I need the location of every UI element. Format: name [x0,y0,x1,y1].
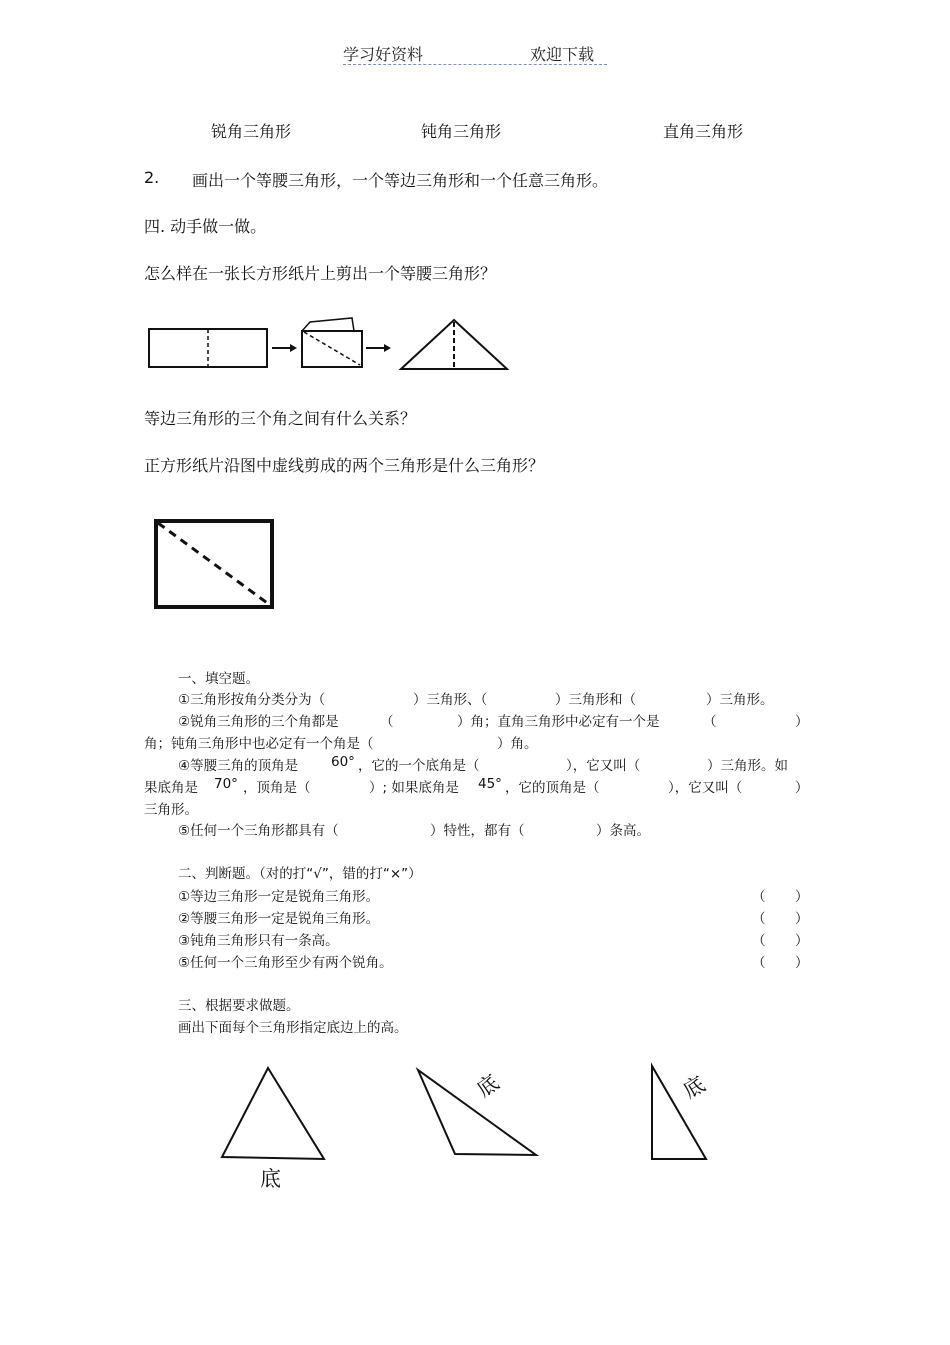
square-diagram [150,515,280,615]
fill-l4-c: ，它的一个底角是（ [358,758,480,774]
fill-l2-d: （ [703,714,717,730]
judge-answer-3-open: （ [752,933,766,949]
fill-l7-c: ）条高。 [596,823,650,839]
draw-instruction: 画出下面每个三角形指定底边上的高。 [178,1020,408,1036]
fill-l5-e: 45° [478,776,502,792]
fill-l2-c: ）角；直角三角形中必定有一个是 [457,714,660,730]
fill-l4-a: ④等腰三角的顶角是 [178,758,299,774]
fill-l3-a: 角；钝角三角形中也必定有一个角是（ [144,736,374,752]
fill-l5-f: ，它的顶角是（ [505,780,600,796]
judge-answer-1-open: （ [752,889,766,905]
judge-item-3: ③钝角三角形只有一条高。 [178,933,339,949]
fill-l3-b: ）角。 [497,736,538,752]
triangle-2-base-label: 底 [472,1070,504,1102]
header-left-text: 学习好资料 [343,45,424,64]
section4-title: 四. 动手做一做。 [144,217,267,236]
fill-l1-d: ）三角形。 [706,692,774,708]
arrow-1-head [290,344,297,352]
q-cut-isosceles: 怎么样在一张长方形纸片上剪出一个等腰三角形？ [144,264,497,283]
isosceles-result [401,320,507,369]
triangle-1 [222,1068,324,1159]
fill-l2-a: ②锐角三角形的三个角都是 [178,714,339,730]
label-right-triangle: 直角三角形 [663,122,744,141]
q-equilateral-angles: 等边三角形的三个角之间有什么关系？ [144,409,417,428]
fill-l5-a: 果底角是 [144,780,198,796]
fill-l6: 三角形。 [144,802,198,818]
fill-l2-e: ） [795,714,809,730]
square-diagonal-cut [158,523,270,605]
label-obtuse-triangle: 钝角三角形 [421,122,502,141]
folded-diagonal-cut [304,332,360,365]
q2-text: 画出一个等腰三角形，一个等边三角形和一个任意三角形。 [192,171,609,190]
fill-l5-g: ），它又叫（ [668,780,743,796]
fill-l4-b: 60° [331,754,355,770]
triangle-1-diagram [215,1062,335,1172]
fill-l1-a: ①三角形按角分类分为（ [178,692,326,708]
fill-l1-b: ）三角形、（ [413,692,488,708]
fill-title: 一、填空题。 [178,671,259,687]
page-header [343,42,607,65]
judge-answer-2-open: （ [752,911,766,927]
judge-item-1: ①等边三角形一定是锐角三角形。 [178,889,380,905]
fill-l5-c: ，顶角是（ [243,780,311,796]
q-square-cut: 正方形纸片沿图中虚线剪成的两个三角形是什么三角形？ [144,456,545,475]
triangle-3-base-label: 底 [679,1071,710,1104]
folded-flap [302,318,354,331]
judge-item-2: ②等腰三角形一定是锐角三角形。 [178,911,380,927]
fill-l5-b: 70° [214,776,238,792]
fill-l5-d: ）; 如果底角是 [369,780,459,796]
fill-l7-a: ⑤任何一个三角形都具有（ [178,823,339,839]
judge-answer-2-close: ） [795,911,809,927]
fill-l2-b: （ [380,714,394,730]
fill-l4-d: ），它又叫（ [566,758,641,774]
judge-answer-4-open: （ [752,955,766,971]
header-right-text: 欢迎下载 [530,45,595,64]
judge-item-4: ⑤任何一个三角形至少有两个锐角。 [178,955,393,971]
fill-l5-h: ） [795,780,809,796]
folding-diagram [144,312,514,382]
fill-l1-c: ）三角形和（ [555,692,636,708]
judge-answer-4-close: ） [795,955,809,971]
label-acute-triangle: 锐角三角形 [211,122,292,141]
draw-title: 三、根据要求做题。 [178,998,300,1014]
judge-answer-3-close: ） [795,933,809,949]
triangle-1-base-label: 底 [260,1167,281,1191]
q2-number: 2. [144,168,160,187]
fill-l4-e: ）三角形。如 [707,758,788,774]
judge-answer-1-close: ） [795,889,809,905]
rectangle-paper [149,329,267,367]
fill-l7-b: ）特性，都有（ [430,823,525,839]
judge-title: 二、判断题。（对的打“√”，错的打“×”） [178,866,422,882]
arrow-2-head [384,344,391,352]
